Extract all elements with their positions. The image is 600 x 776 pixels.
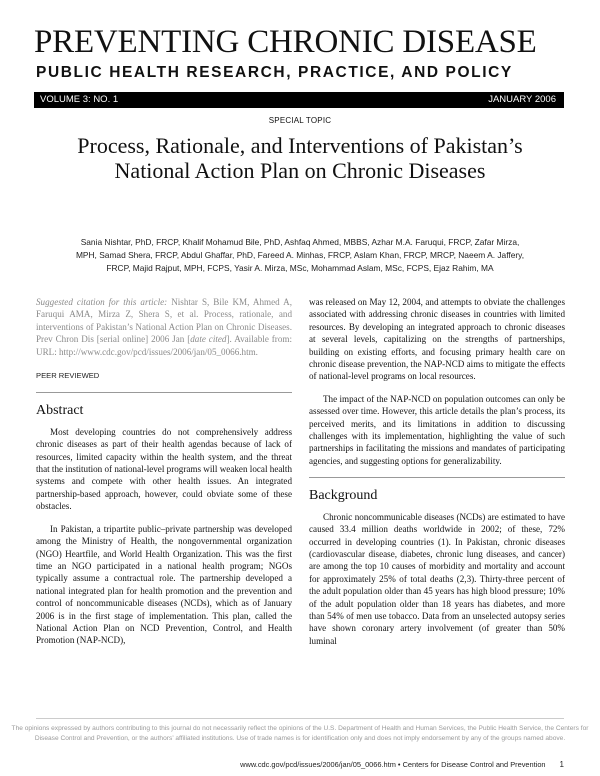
abstract-paragraph-1: Most developing countries do not comprehensively address chronic diseases as part of their health agendas because of lack of resources, limited capacity within the health system, and the threat that the institution of national-level programs will weaken local health systems and compete with other health issues. An integrated partnership-based approach, however, could obviate some of these obstacles.: [36, 426, 292, 512]
abstract-paragraph-3: was released on May 12, 2004, and attempts to obviate the challenges associated with addressing chronic diseases in countries with limited resources. By developing an integrated approach to chronic diseases at several levels, capitalizing on the strengths of partnerships, building on existing efforts, and focusing primary health care on chronic disease prevention, the NAP-NCD aims to mitigate the effects of national-level programs on local resources.: [309, 297, 565, 382]
citation-text-1: Nishtar S, Bile KM, Ahmed A, Faruqui AMA, Mirza Z, Shera S, et al. Process, rationale, and interventions of Pakistan’s National Action Plan on Chronic Diseases. Prev Chron Dis [serial online] 2006 Jan [: [36, 297, 292, 345]
page-footer: [240, 760, 564, 769]
citation-date-cited: date cited: [190, 334, 227, 345]
divider: [36, 392, 292, 393]
background-paragraph-1: Chronic noncommunicable diseases (NCDs) are estimated to have caused 33.4 million deaths worldwide in 2002; of these, 72% occurred in developing countries (1). In Pakistan, chronic diseases (cardiovascular disease, diabetes, chronic lung diseases, and cancer) are among the top 10 causes of morbidity and mortality and account for approximately 25% of total deaths (2,3). Thirty-three percent of the adult population older than 45 years has high blood pressure; 10% of the adult population older than 18 years has diabetes, and more than 54% of men use tobacco. Data from an unselected autopsy series have shown coronary artery involvement (of greater than 50% luminal: [309, 511, 565, 646]
journal-name: PREVENTING CHRONIC DISEASE: [34, 24, 537, 60]
peer-reviewed-label: PEER REVIEWED: [36, 371, 100, 381]
abstract-paragraph-4: The impact of the NAP-NCD on population outcomes can only be assessed over time. However, this article details the plan’s process, its perceived merits, and its limitations in addition to discussing challenges with its implementation, highlighting the value of such partnerships in facilitating the missions and mandates of participating agencies, and suggesting options for generalizability.: [309, 393, 565, 466]
disclaimer-text: The opinions expressed by authors contributing to this journal do not necessarily reflect the opinions of the U.S. Department of Health and Human Services, the Public Health Service, the Centers for Disease Control and Prevention, or the authors’ affiliated institutions. Use of trade names is for identification only and does not imply endorsement by any of the groups named above.: [11, 725, 589, 742]
footer-url: www.cdc.gov/pcd/issues/2006/jan/05_0066.htm • Centers for Disease Control and Prevention: [240, 760, 546, 769]
citation-label: Suggested citation for this article:: [36, 297, 168, 307]
page-number: 1: [559, 760, 564, 769]
suggested-citation: [36, 296, 292, 358]
citation-text-2: ]. Available from: URL: http://www.cdc.gov/pcd/issues/2006/jan/05_0066.htm.: [36, 334, 292, 357]
author-list: Sania Nishtar, PhD, FRCP, Khalif Mohamud Bile, PhD, Ashfaq Ahmed, MBBS, Azhar M.A. Faruqui, FRCP, Zafar Mirza, MPH, Samad Shera, FRCP, Abdul Ghaffar, PhD, Fareed A. Minhas, FRCP, Aslam Khan, FRCP, MRCP, Naeem A. Jaffery, FRCP, Majid Rajput, MPH, FCPS, Yasir A. Mirza, MSc, Mohammad Aslam, MSc, FCPS, Ejaz Rahim, MA: [75, 237, 525, 273]
article-title: Process, Rationale, and Interventions of Pakistan’s National Action Plan on Chronic Diseases: [77, 133, 523, 183]
left-column: [36, 296, 292, 647]
volume-number: VOLUME 3: NO. 1: [40, 94, 119, 105]
background-heading: Background: [309, 488, 378, 504]
footer-rule: [36, 718, 564, 719]
issue-date: JANUARY 2006: [488, 94, 556, 105]
divider: [309, 477, 565, 478]
abstract-heading: Abstract: [36, 403, 84, 419]
abstract-paragraph-2: In Pakistan, a tripartite public–private partnership was developed among the Ministry of Health, the nongovernmental organization (NGO) Heartfile, and World Health Organization. This was the first time an NGO participated in a national health program; NGOs typically assume a contractual role. The partnership developed a national integrated plan for health promotion and the prevention and control of noncommunicable diseases (NCDs), which as of January 2006 is in the first stage of implementation. This plan, called the National Action Plan on NCD Prevention, Control, and Health Promotion (NAP-NCD),: [36, 523, 292, 646]
section-label: SPECIAL TOPIC: [268, 116, 332, 125]
journal-subtitle: PUBLIC HEALTH RESEARCH, PRACTICE, AND POLICY: [36, 64, 513, 81]
right-column: [309, 296, 565, 647]
volume-bar: [34, 92, 564, 108]
